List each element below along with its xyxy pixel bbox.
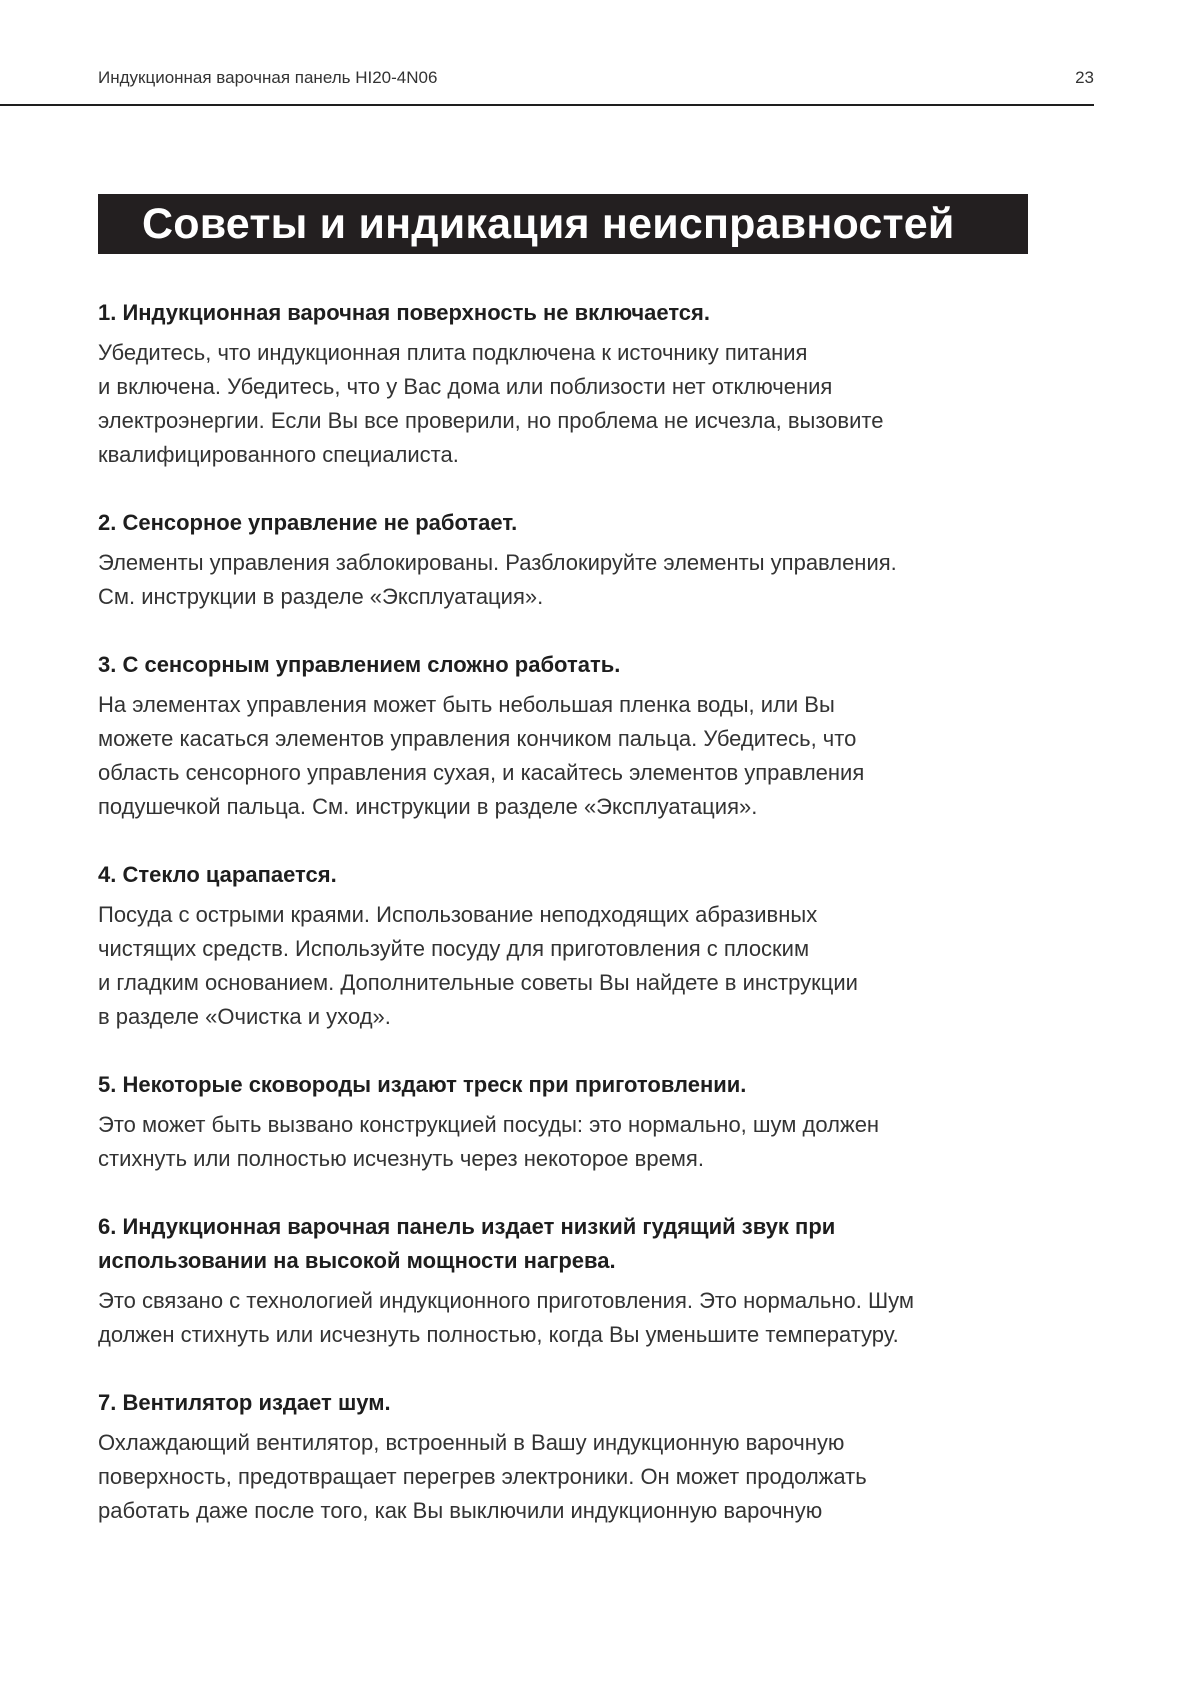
item-text: [98, 1108, 1058, 1176]
item-heading: 7. Вентилятор издает шум.: [98, 1390, 391, 1415]
item-heading: 5. Некоторые сковороды издают треск при приготовлении.: [98, 1072, 747, 1097]
item-text: [98, 898, 1058, 1034]
item-heading: 2. Сенсорное управление не работает.: [98, 510, 518, 535]
item-text: [98, 1426, 1058, 1528]
item-text: [98, 546, 1058, 614]
heading-line: 6. Индукционная варочная панель издает низкий гудящий звук при: [98, 1214, 836, 1239]
text-line: стихнуть или полностью исчезнуть через некоторое время.: [98, 1146, 704, 1171]
text-line: область сенсорного управления сухая, и касайтесь элементов управления: [98, 760, 865, 785]
text-line: См. инструкции в разделе «Эксплуатация».: [98, 584, 544, 609]
item-heading: 4. Стекло царапается.: [98, 862, 337, 887]
text-line: можете касаться элементов управления кончиком пальца. Убедитесь, что: [98, 726, 857, 751]
document-title: Индукционная варочная панель HI20-4N06: [98, 68, 438, 87]
item-heading: 1. Индукционная варочная поверхность не включается.: [98, 300, 710, 325]
text-line: в разделе «Очистка и уход».: [98, 1004, 391, 1029]
text-line: Это связано с технологией индукционного приготовления. Это нормально. Шум: [98, 1288, 915, 1313]
item-heading: 3. С сенсорным управлением сложно работать.: [98, 652, 621, 677]
item-text: [98, 688, 1058, 824]
item-text: [98, 336, 1058, 472]
text-line: Убедитесь, что индукционная плита подключена к источнику питания: [98, 340, 808, 365]
troubleshooting-item: [98, 1210, 1058, 1352]
item-heading: [98, 1210, 1058, 1278]
text-line: квалифицированного специалиста.: [98, 442, 459, 467]
text-line: Посуда с острыми краями. Использование неподходящих абразивных: [98, 902, 818, 927]
page-number: 23: [1075, 68, 1094, 87]
troubleshooting-item: [98, 1068, 1058, 1176]
text-line: работать даже после того, как Вы выключили индукционную варочную: [98, 1498, 823, 1523]
item-text: [98, 1284, 1058, 1352]
heading-line: использовании на высокой мощности нагрева.: [98, 1248, 616, 1273]
text-line: Элементы управления заблокированы. Разблокируйте элементы управления.: [98, 550, 897, 575]
text-line: Охлаждающий вентилятор, встроенный в Вашу индукционную варочную: [98, 1430, 845, 1455]
troubleshooting-item: [98, 506, 1058, 614]
page-header: [98, 66, 1094, 90]
troubleshooting-list: [98, 296, 1058, 1528]
text-line: На элементах управления может быть небольшая пленка воды, или Вы: [98, 692, 835, 717]
troubleshooting-item: [98, 1386, 1058, 1528]
troubleshooting-item: [98, 296, 1058, 472]
text-line: электроэнергии. Если Вы все проверили, но проблема не исчезла, вызовите: [98, 408, 884, 433]
header-divider: [0, 104, 1094, 106]
text-line: должен стихнуть или исчезнуть полностью, когда Вы уменьшите температуру.: [98, 1322, 899, 1347]
text-line: поверхность, предотвращает перегрев электроники. Он может продолжать: [98, 1464, 867, 1489]
troubleshooting-item: [98, 648, 1058, 824]
section-title: Советы и индикация неисправностей: [98, 194, 1028, 254]
text-line: и включена. Убедитесь, что у Вас дома или поблизости нет отключения: [98, 374, 833, 399]
text-line: чистящих средств. Используйте посуду для приготовления с плоским: [98, 936, 810, 961]
text-line: и гладким основанием. Дополнительные советы Вы найдете в инструкции: [98, 970, 858, 995]
text-line: Это может быть вызвано конструкцией посуды: это нормально, шум должен: [98, 1112, 880, 1137]
troubleshooting-item: [98, 858, 1058, 1034]
text-line: подушечкой пальца. См. инструкции в разделе «Эксплуатация».: [98, 794, 758, 819]
